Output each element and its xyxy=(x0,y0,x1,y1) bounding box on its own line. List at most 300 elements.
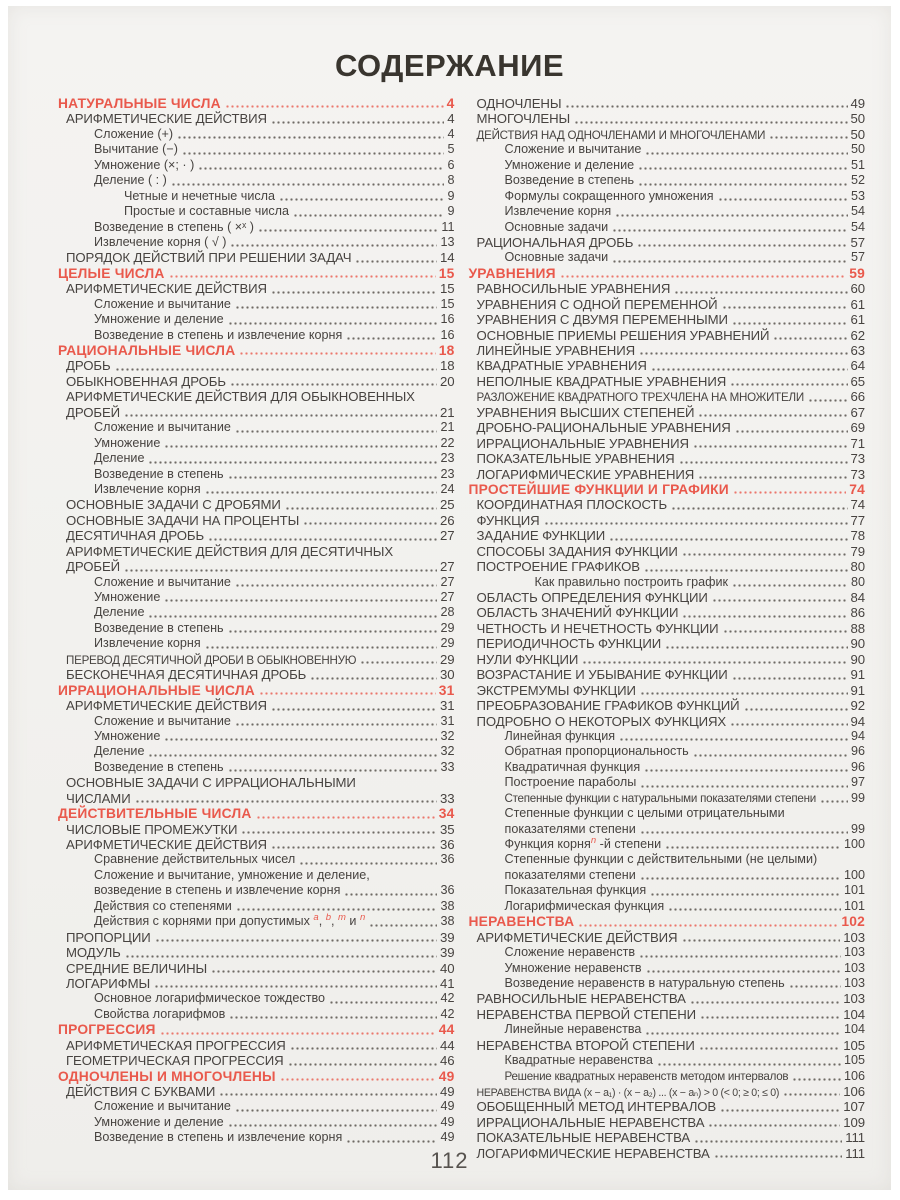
toc-leader-dots xyxy=(198,167,444,170)
toc-entry xyxy=(469,652,866,667)
toc-entry-label: НЕРАВЕНСТВА ПЕРВОЙ СТЕПЕНИ xyxy=(476,1006,697,1022)
toc-entry-label: МНОГОЧЛЕНЫ xyxy=(476,111,571,127)
toc-leader-dots xyxy=(259,692,436,695)
toc-entry xyxy=(58,621,455,636)
toc-leader-dots xyxy=(271,708,437,711)
toc-entry xyxy=(58,405,455,420)
toc-page-number: 27 xyxy=(440,590,455,604)
toc-entry-label: РАЦИОНАЛЬНАЯ ДРОБЬ xyxy=(476,234,634,250)
toc-entry xyxy=(469,374,866,389)
toc-entry xyxy=(58,467,455,482)
toc-page-number: 31 xyxy=(438,682,455,698)
toc-entry xyxy=(469,158,866,173)
toc-page-number: 80 xyxy=(850,574,865,589)
toc-entry-label: НЕПОЛНЫЕ КВАДРАТНЫЕ УРАВНЕНИЯ xyxy=(476,373,727,389)
toc-entry xyxy=(58,1007,455,1022)
toc-leader-dots xyxy=(582,661,847,664)
toc-page-number: 111 xyxy=(845,1145,865,1161)
toc-entry xyxy=(469,1099,866,1114)
toc-page-number: 60 xyxy=(850,281,865,297)
toc-page-number: 15 xyxy=(440,296,455,311)
toc-page-number: 23 xyxy=(440,451,455,466)
toc-entry-label: ЭКСТРЕМУМЫ ФУНКЦИИ xyxy=(476,682,636,698)
toc-entry-label: Сложение и вычитание xyxy=(94,420,231,435)
toc-entry xyxy=(469,1053,866,1068)
toc-page-number: 105 xyxy=(843,1053,865,1068)
toc-page-number: 36 xyxy=(440,837,455,852)
toc-page-number: 31 xyxy=(440,713,455,728)
toc-leader-dots xyxy=(160,1032,436,1035)
toc-entry xyxy=(58,852,455,867)
toc-entry-label: Построение параболы xyxy=(504,775,637,790)
toc-entry xyxy=(58,760,455,775)
toc-page-number: 62 xyxy=(850,327,865,343)
toc-section-heading xyxy=(58,1069,455,1084)
toc-page-number: 71 xyxy=(850,435,865,451)
toc-page-number: 102 xyxy=(841,914,865,930)
toc-leader-dots xyxy=(228,322,438,325)
toc-leader-dots xyxy=(699,1047,841,1050)
toc-entry xyxy=(469,714,866,729)
toc-leader-dots xyxy=(235,1109,438,1112)
toc-entry xyxy=(469,760,866,775)
toc-entry-label: БЕСКОНЕЧНАЯ ДЕСЯТИЧНАЯ ДРОБЬ xyxy=(66,667,307,683)
toc-entry xyxy=(469,1115,866,1130)
toc-page-number: 79 xyxy=(850,543,865,559)
toc-entry-label: Умножение и деление xyxy=(94,312,224,327)
toc-leader-dots xyxy=(712,599,848,602)
toc-leader-dots xyxy=(271,121,444,124)
toc-page-number: 15 xyxy=(438,265,455,281)
toc-column-left xyxy=(58,96,455,1161)
toc-page-number: 9 xyxy=(447,204,455,219)
toc-page-number: 36 xyxy=(440,852,455,867)
toc-entry-label: Степенные функции с действительными (не целыми) xyxy=(504,852,818,867)
toc-section-heading xyxy=(469,914,866,929)
toc-entry-label: Квадратичная функция xyxy=(504,759,641,774)
toc-entry-label: ПОРЯДОК ДЕЙСТВИЙ ПРИ РЕШЕНИИ ЗАДАЧ xyxy=(66,250,352,266)
toc-entry-label: Возведение в степень и извлечение корня xyxy=(94,327,343,342)
toc-page-number: 4 xyxy=(447,111,455,127)
toc-entry-label: Деление xyxy=(94,451,145,466)
toc-page-number: 49 xyxy=(440,1114,455,1129)
toc-leader-dots xyxy=(639,955,841,958)
toc-entry-label: Основное логарифмическое тождество xyxy=(94,991,326,1006)
toc-leader-dots xyxy=(124,414,437,417)
label-text: Функция корня xyxy=(504,837,591,851)
toc-entry xyxy=(469,636,866,651)
toc-entry xyxy=(469,775,866,790)
toc-leader-dots xyxy=(148,461,437,464)
toc-page-number: 27 xyxy=(440,528,455,544)
toc-leader-dots xyxy=(612,229,848,232)
toc-leader-dots xyxy=(665,846,841,849)
toc-entry xyxy=(469,667,866,682)
toc-entry xyxy=(469,328,866,343)
toc-entry xyxy=(469,621,866,636)
toc-leader-dots xyxy=(228,630,438,633)
toc-entry xyxy=(58,714,455,729)
toc-section-heading xyxy=(469,482,866,497)
toc-leader-dots xyxy=(674,291,847,294)
toc-entry xyxy=(469,497,866,512)
toc-entry xyxy=(58,1099,455,1114)
toc-entry xyxy=(469,605,866,620)
toc-page-number: 86 xyxy=(850,605,865,621)
toc-leader-dots xyxy=(235,306,438,309)
toc-leader-dots xyxy=(182,152,445,155)
toc-entry xyxy=(469,343,866,358)
toc-page-number: 34 xyxy=(438,806,455,822)
toc-entry-label: ЛИНЕЙНЫЕ УРАВНЕНИЯ xyxy=(476,343,636,358)
toc-entry xyxy=(58,559,455,574)
toc-entry xyxy=(469,513,866,528)
toc-leader-dots xyxy=(256,816,436,819)
toc-entry xyxy=(469,1038,866,1053)
toc-entry-label: НЕРАВЕНСТВА ВИДА (x − a₁) · (x − a₂) ... (x − aₙ) > 0 (< 0; ≥ 0; ≤ 0) xyxy=(476,1087,780,1099)
toc-leader-dots xyxy=(303,522,437,525)
toc-leader-dots xyxy=(640,831,848,834)
toc-leader-dots xyxy=(773,337,847,340)
toc-entry-label: ДРОБЬ xyxy=(66,358,111,374)
toc-entry-label xyxy=(94,914,365,928)
toc-entry-label: АРИФМЕТИЧЕСКИЕ ДЕЙСТВИЯ xyxy=(66,698,267,714)
toc-entry-label: РАВНОСИЛЬНЫЕ УРАВНЕНИЯ xyxy=(476,281,671,297)
toc-page-number: 73 xyxy=(850,466,865,482)
toc-section-heading xyxy=(469,266,866,281)
toc-section-heading xyxy=(58,1022,455,1037)
toc-entry xyxy=(58,250,455,265)
toc-entry xyxy=(58,791,455,806)
toc-page-number: 13 xyxy=(440,234,455,249)
toc-leader-dots xyxy=(235,584,438,587)
toc-entry-label: Сложение и вычитание, умножение и деление, xyxy=(94,867,370,882)
toc-page-number: 33 xyxy=(440,790,455,806)
toc-entry-label: ОДНОЧЛЕНЫ xyxy=(476,96,562,111)
toc-leader-dots xyxy=(239,352,435,355)
toc-page-number: 39 xyxy=(440,945,455,961)
toc-leader-dots xyxy=(235,430,438,433)
toc-entry xyxy=(469,930,866,945)
toc-page-number: 50 xyxy=(850,111,865,127)
toc-entry xyxy=(58,544,455,559)
toc-leader-dots xyxy=(228,1124,438,1127)
toc-page-number: 32 xyxy=(440,728,455,743)
toc-entry-label: ПОКАЗАТЕЛЬНЫЕ НЕРАВЕНСТВА xyxy=(476,1130,691,1146)
math-superscript: n xyxy=(359,912,366,923)
toc-entry xyxy=(469,436,866,451)
toc-entry-label: АРИФМЕТИЧЕСКАЯ ПРОГРЕССИЯ xyxy=(66,1037,286,1053)
toc-entry xyxy=(469,822,866,837)
toc-entry-label: АРИФМЕТИЧЕСКИЕ ДЕЙСТВИЯ xyxy=(476,929,678,945)
toc-entry-label: УРАВНЕНИЯ xyxy=(468,265,556,281)
toc-entry xyxy=(58,1115,455,1130)
toc-entry xyxy=(469,1084,866,1099)
toc-page-number: 69 xyxy=(850,420,865,436)
toc-page-number: 50 xyxy=(850,126,865,142)
toc-page-number: 24 xyxy=(440,481,455,496)
toc-entry-label: РАЦИОНАЛЬНЫЕ ЧИСЛА xyxy=(58,343,236,358)
toc-page-number: 67 xyxy=(850,404,865,420)
toc-entry-label: ЧИСЛОВЫЕ ПРОМЕЖУТКИ xyxy=(66,821,238,837)
toc-entry-label: ОСНОВНЫЕ ЗАДАЧИ С ДРОБЯМИ xyxy=(66,497,281,513)
toc-leader-dots xyxy=(205,646,438,649)
toc-leader-dots xyxy=(225,105,444,108)
toc-entry xyxy=(58,775,455,790)
toc-entry-label: Простые и составные числа xyxy=(124,204,290,219)
toc-entry-label: ДРОБЕЙ xyxy=(66,404,121,420)
toc-entry-label: ПРОПОРЦИИ xyxy=(66,929,151,945)
toc-page-number: 105 xyxy=(843,1037,865,1053)
toc-entry-label: показателями степени xyxy=(504,821,636,836)
toc-entry xyxy=(469,250,866,265)
toc-entry-label: ПРОГРЕССИЯ xyxy=(58,1022,156,1038)
toc-entry xyxy=(469,1130,866,1145)
toc-section-heading xyxy=(58,683,455,698)
toc-leader-dots xyxy=(346,1140,437,1143)
toc-leader-dots xyxy=(732,677,848,680)
toc-entry xyxy=(58,281,455,296)
toc-page-number: 29 xyxy=(440,636,455,651)
toc-entry-label: Возведение в степень xyxy=(94,620,224,635)
toc-entry xyxy=(58,883,455,898)
toc-page-number: 14 xyxy=(440,250,455,266)
toc-leader-dots xyxy=(544,522,848,525)
toc-page-number: 80 xyxy=(850,559,865,575)
toc-leader-dots xyxy=(665,646,847,649)
toc-entry xyxy=(58,1084,455,1099)
toc-entry xyxy=(469,883,866,898)
toc-entry xyxy=(469,189,866,204)
toc-entry xyxy=(469,297,866,312)
toc-page-number: 22 xyxy=(440,435,455,450)
toc-entry-label: показателями степени xyxy=(504,867,636,882)
toc-leader-dots xyxy=(638,167,848,170)
toc-leader-dots xyxy=(808,399,848,402)
toc-leader-dots xyxy=(369,924,437,927)
toc-page-number: 33 xyxy=(440,759,455,774)
toc-page-number: 103 xyxy=(843,945,865,960)
toc-entry-label: Возведение неравенств в натуральную степень xyxy=(504,975,785,990)
toc-entry xyxy=(58,189,455,204)
toc-entry xyxy=(58,389,455,404)
toc-entry xyxy=(469,389,866,404)
toc-entry-label: ЧЕТНОСТЬ И НЕЧЕТНОСТЬ ФУНКЦИИ xyxy=(476,620,719,636)
toc-leader-dots xyxy=(344,893,437,896)
toc-entry-label: Сложение неравенств xyxy=(504,945,636,960)
toc-leader-dots xyxy=(346,337,437,340)
toc-entry xyxy=(58,204,455,219)
toc-entry-label: АРИФМЕТИЧЕСКИЕ ДЕЙСТВИЯ xyxy=(66,837,267,852)
toc-entry-label: ГЕОМЕТРИЧЕСКАЯ ПРОГРЕССИЯ xyxy=(66,1053,284,1069)
toc-entry-label: ОБОБЩЕННЫЙ МЕТОД ИНТЕРВАЛОВ xyxy=(476,1099,717,1115)
toc-leader-dots xyxy=(690,1001,841,1004)
toc-entry xyxy=(58,158,455,173)
toc-leader-dots xyxy=(693,445,848,448)
toc-entry-label: ОСНОВНЫЕ ЗАДАЧИ НА ПРОЦЕНТЫ xyxy=(66,512,300,528)
toc-page-number: 44 xyxy=(438,1022,455,1038)
toc-page-number: 104 xyxy=(843,1022,865,1037)
toc-page-number: 9 xyxy=(447,188,455,203)
toc-leader-dots xyxy=(164,738,437,741)
toc-entry-label: ОБЫКНОВЕННАЯ ДРОБЬ xyxy=(66,373,226,389)
toc-entry-label: Линейная функция xyxy=(504,728,616,743)
toc-entry-label: Умножение неравенств xyxy=(504,960,642,975)
toc-leader-dots xyxy=(360,661,437,664)
footer-page-number: 112 xyxy=(430,1148,469,1173)
toc-entry-label: ФУНКЦИЯ xyxy=(476,512,540,528)
toc-entry xyxy=(469,281,866,296)
toc-page-number: 103 xyxy=(843,960,865,975)
toc-leader-dots xyxy=(640,785,848,788)
toc-entry xyxy=(58,930,455,945)
toc-entry-label: возведение в степень и извлечение корня xyxy=(94,883,341,898)
toc-entry xyxy=(58,652,455,667)
toc-entry-label: ДЕЙСТВИТЕЛЬНЫЕ ЧИСЛА xyxy=(58,806,252,822)
toc-leader-dots xyxy=(228,769,438,772)
toc-entry-label: ИРРАЦИОНАЛЬНЫЕ ЧИСЛА xyxy=(58,682,255,698)
toc-entry-label: Извлечение корня xyxy=(94,636,201,651)
toc-entry-label: ЗАДАНИЕ ФУНКЦИИ xyxy=(476,528,606,544)
toc-leader-dots xyxy=(644,769,848,772)
toc-page-number: 63 xyxy=(850,343,865,358)
toc-entry-label: МОДУЛЬ xyxy=(66,945,121,961)
toc-leader-dots xyxy=(154,985,437,988)
toc-entry-label: Извлечение корня xyxy=(504,204,612,219)
toc-leader-dots xyxy=(211,970,437,973)
toc-leader-dots xyxy=(219,1093,437,1096)
toc-page-number: 53 xyxy=(850,188,865,203)
toc-page-number: 100 xyxy=(843,867,865,882)
toc-leader-dots xyxy=(148,615,437,618)
toc-leader-dots xyxy=(698,414,847,417)
toc-leader-dots xyxy=(645,152,848,155)
toc-page-number: 39 xyxy=(440,929,455,945)
toc-leader-dots xyxy=(164,599,437,602)
toc-entry-label: ЛОГАРИФМИЧЕСКИЕ УРАВНЕНИЯ xyxy=(476,466,695,482)
toc-entry xyxy=(58,312,455,327)
toc-entry xyxy=(469,220,866,235)
toc-leader-dots xyxy=(355,260,437,263)
toc-entry xyxy=(58,636,455,651)
toc-leader-dots xyxy=(671,507,848,510)
toc-leader-dots xyxy=(820,800,848,803)
toc-page-number: 29 xyxy=(440,620,455,635)
toc-page-number: 49 xyxy=(440,1130,455,1145)
toc-entry-label: Умножение (×; · ) xyxy=(94,157,195,172)
toc-entry-label: ДЕЙСТВИЯ НАД ОДНОЧЛЕНАМИ И МНОГОЧЛЕНАМИ xyxy=(476,128,766,142)
toc-leader-dots xyxy=(619,738,848,741)
toc-page-number: 92 xyxy=(850,698,865,714)
toc-leader-dots xyxy=(718,198,848,201)
toc-leader-dots xyxy=(609,538,847,541)
toc-page-number: 54 xyxy=(850,219,865,234)
toc-page-number: 91 xyxy=(850,667,865,683)
toc-entry-label: РАЗЛОЖЕНИЕ КВАДРАТНОГО ТРЕХЧЛЕНА НА МНОЖИТЕЛИ xyxy=(476,391,804,405)
toc-page-number: 49 xyxy=(440,1084,455,1099)
toc-page-number: 101 xyxy=(843,898,865,913)
toc-entry-label: ЦЕЛЫЕ ЧИСЛА xyxy=(58,265,165,281)
toc-page-number: 99 xyxy=(850,790,865,805)
toc-entry xyxy=(469,575,866,590)
label-text: , xyxy=(330,914,338,929)
math-superscript: n xyxy=(590,834,597,846)
toc-entry xyxy=(469,1022,866,1037)
toc-leader-dots xyxy=(733,491,846,494)
toc-entry xyxy=(469,945,866,960)
toc-entry-label: Формулы сокращенного умножения xyxy=(504,188,714,203)
toc-entry xyxy=(469,791,866,806)
toc-entry xyxy=(58,837,455,852)
toc-entry xyxy=(469,358,866,373)
math-superscript: b xyxy=(325,912,331,923)
toc-entry xyxy=(469,744,866,759)
toc-page-number: 11 xyxy=(441,219,455,234)
toc-page-number: 103 xyxy=(843,975,865,990)
toc-entry xyxy=(469,420,866,435)
toc-leader-dots xyxy=(285,507,437,510)
toc-leader-dots xyxy=(639,352,848,355)
toc-entry xyxy=(469,852,866,867)
toc-leader-dots xyxy=(723,630,848,633)
toc-entry xyxy=(469,451,866,466)
toc-entry xyxy=(469,467,866,482)
toc-page-number: 20 xyxy=(440,373,455,389)
toc-entry-label: ОСНОВНЫЕ ПРИЕМЫ РЕШЕНИЯ УРАВНЕНИЙ xyxy=(476,327,770,343)
toc-page-number: 51 xyxy=(850,157,865,172)
toc-entry-label: Умножение xyxy=(94,590,161,604)
toc-leader-dots xyxy=(657,1063,841,1066)
toc-entry-label: АРИФМЕТИЧЕСКИЕ ДЕЙСТВИЯ xyxy=(66,111,267,127)
toc-entry-label: Умножение xyxy=(94,728,161,743)
toc-entry xyxy=(58,482,455,497)
toc-entry-label: Сравнение действительных чисел xyxy=(94,852,296,867)
toc-page-number: 46 xyxy=(440,1053,455,1069)
toc-entry xyxy=(469,127,866,142)
toc-leader-dots xyxy=(732,584,848,587)
toc-entry-label: Сложение и вычитание xyxy=(94,713,231,728)
toc-page-number: 65 xyxy=(850,373,865,389)
toc-leader-dots xyxy=(230,244,437,247)
toc-leader-dots xyxy=(574,121,847,124)
toc-entry-label: ЛОГАРИФМИЧЕСКИЕ НЕРАВЕНСТВА xyxy=(476,1145,710,1161)
toc-entry-label: КВАДРАТНЫЕ УРАВНЕНИЯ xyxy=(476,358,647,374)
toc-entry xyxy=(58,497,455,512)
toc-entry-label: ДРОБНО-РАЦИОНАЛЬНЫЕ УРАВНЕНИЯ xyxy=(476,420,731,436)
toc-entry-label: Умножение и деление xyxy=(504,157,635,172)
toc-page-number: 18 xyxy=(438,343,455,358)
toc-page-number: 42 xyxy=(440,991,455,1006)
toc-entry xyxy=(58,297,455,312)
toc-page-number: 5 xyxy=(447,142,455,157)
toc-leader-dots xyxy=(730,723,847,726)
toc-entry-label: ПРОСТЕЙШИЕ ФУНКЦИИ И ГРАФИКИ xyxy=(468,481,729,497)
toc-column-right xyxy=(469,96,866,1161)
toc-page-number: 42 xyxy=(440,1006,455,1021)
toc-entry-label: ПРЕОБРАЗОВАНИЕ ГРАФИКОВ ФУНКЦИЙ xyxy=(476,698,740,714)
toc-leader-dots xyxy=(640,877,841,880)
toc-entry-label: НЕРАВЕНСТВА xyxy=(468,914,575,930)
toc-page-number: 74 xyxy=(850,497,865,513)
toc-section-heading xyxy=(58,266,455,281)
label-text: Действия с корнями при допустимых xyxy=(94,914,314,929)
toc-page-number: 61 xyxy=(850,296,865,312)
toc-leader-dots xyxy=(668,908,841,911)
toc-leader-dots xyxy=(783,1093,840,1096)
toc-entry-label: КООРДИНАТНАЯ ПЛОСКОСТЬ xyxy=(476,497,668,513)
label-text: и xyxy=(345,914,360,929)
toc-page-number: 88 xyxy=(850,620,865,636)
